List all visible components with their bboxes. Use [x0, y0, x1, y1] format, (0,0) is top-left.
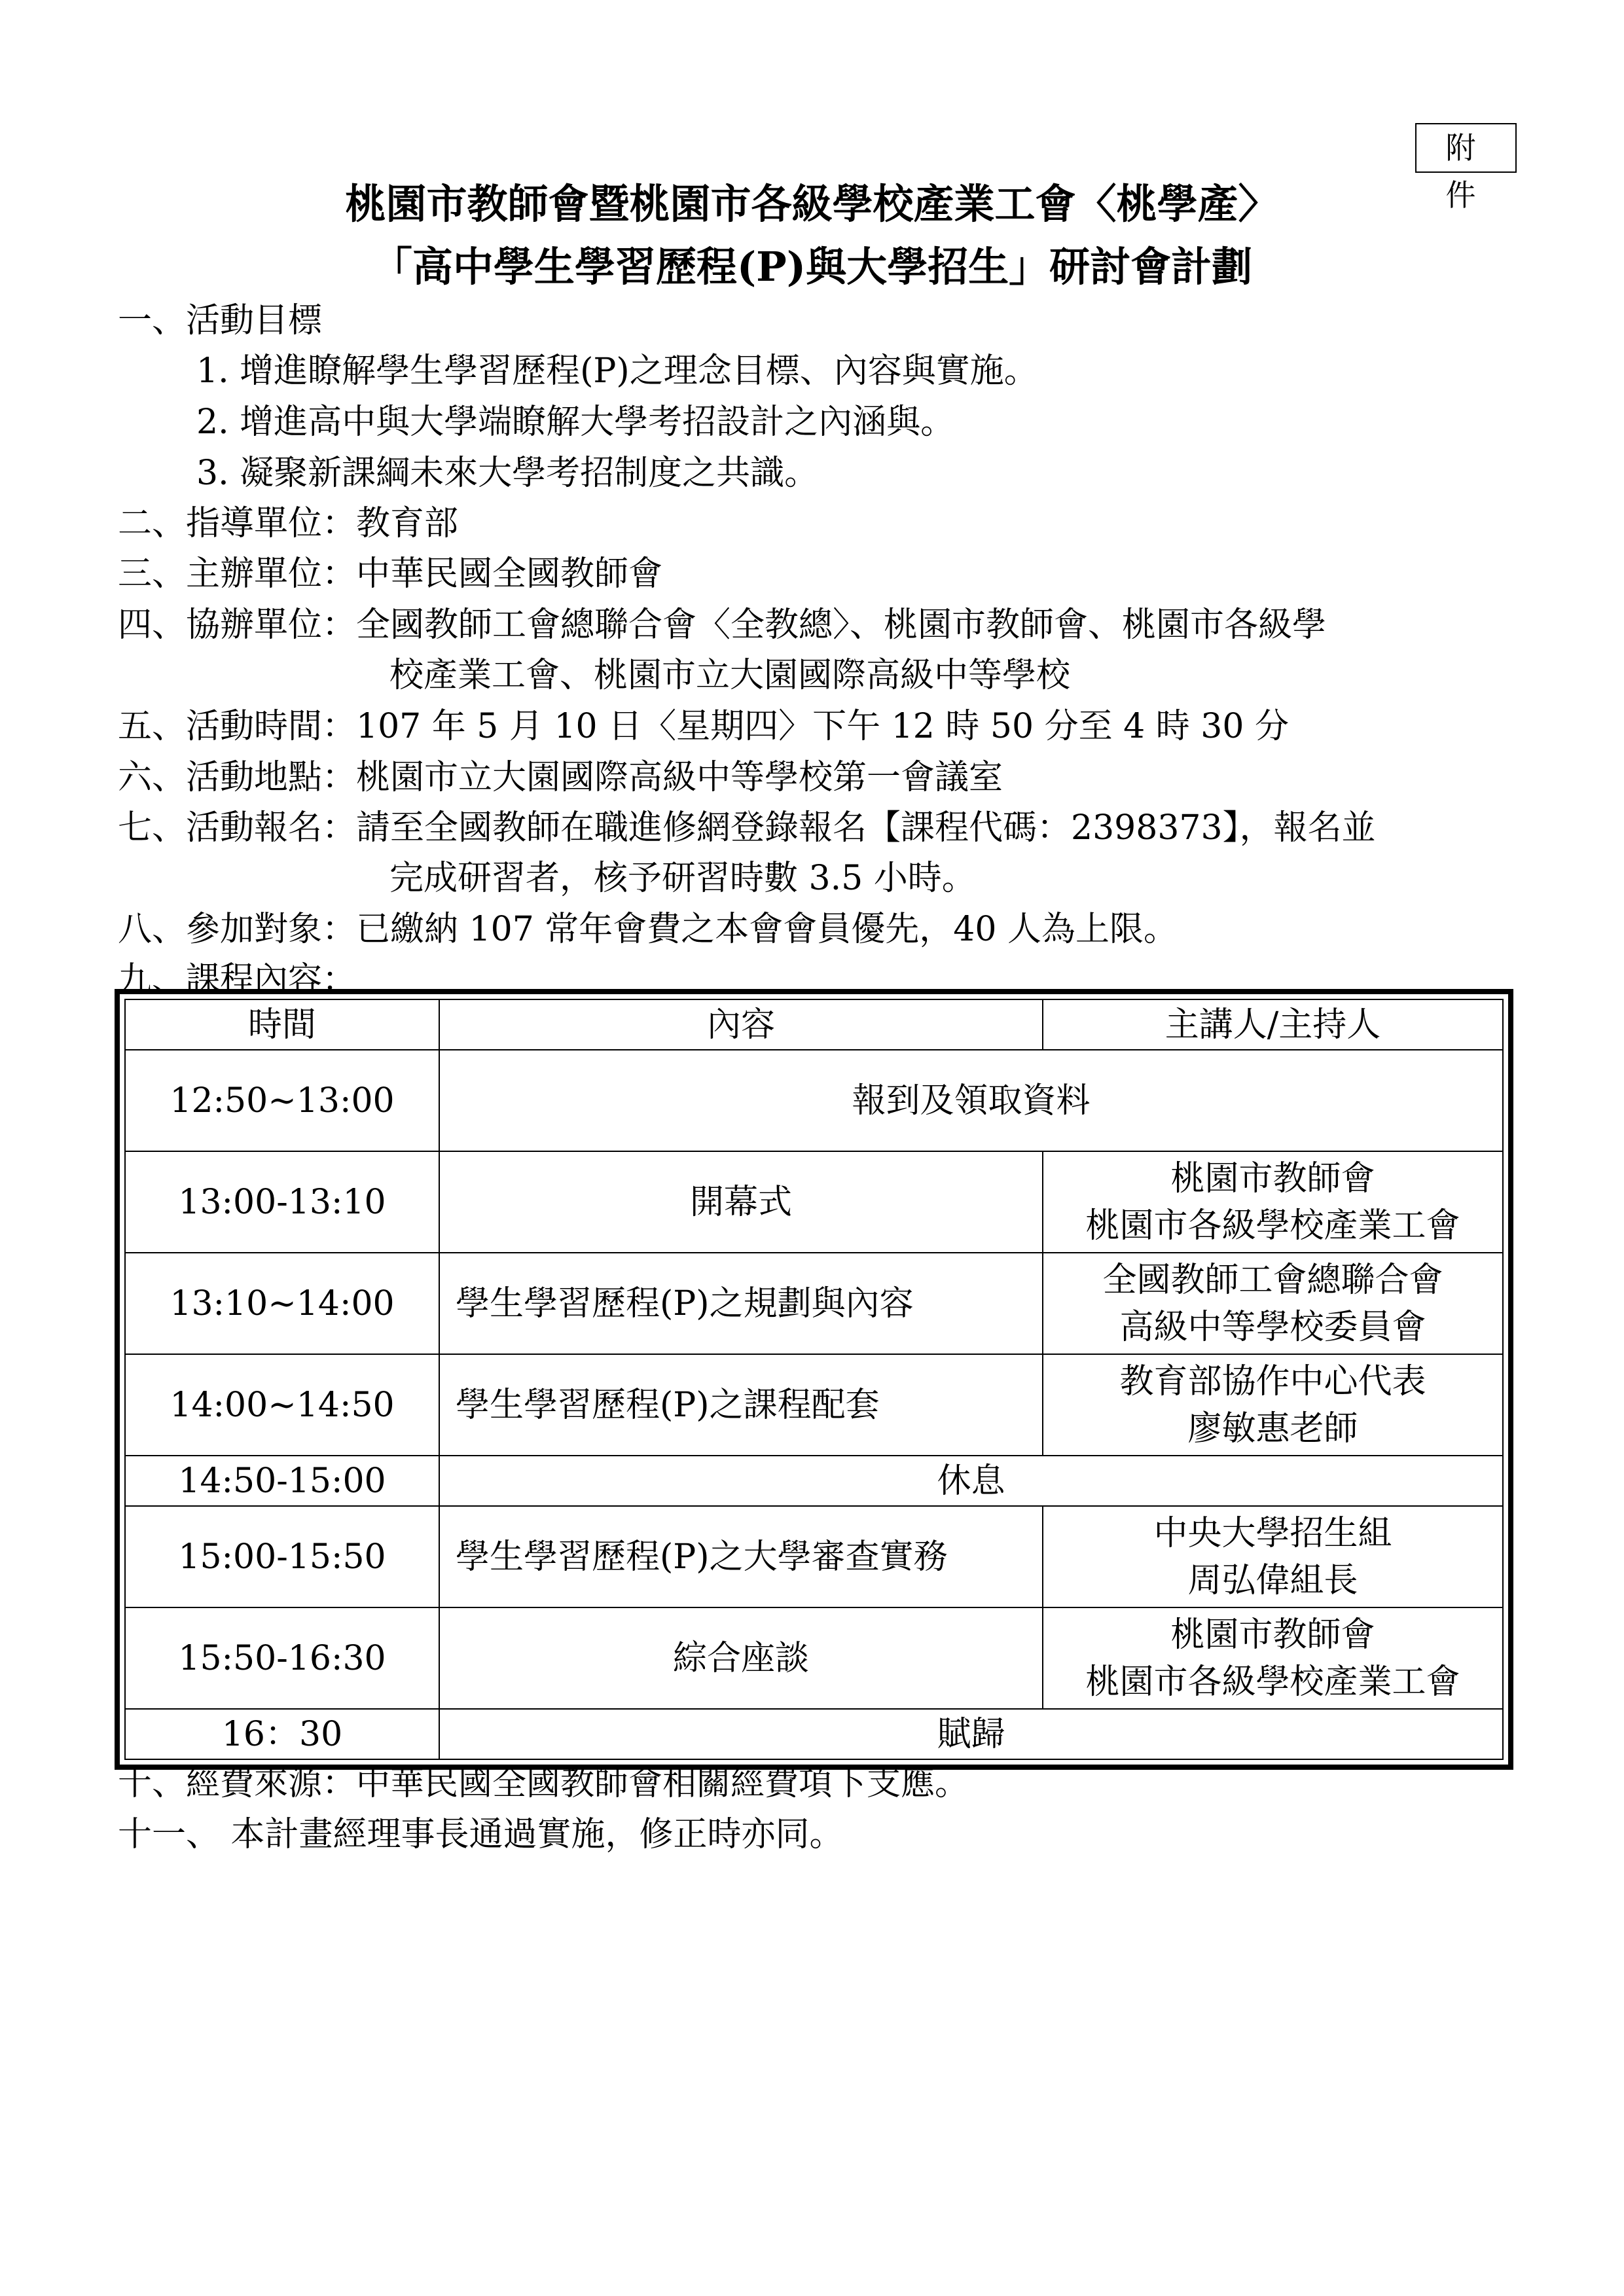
speaker-line-1: 教育部協作中心代表: [1119, 1361, 1426, 1401]
row-content: 開幕式: [439, 1151, 1043, 1253]
table-header-row: [125, 999, 1503, 1050]
section-10: 十、經費來源：中華民國全國教師會相關經費項下支應。: [118, 1764, 969, 1803]
table-row: [125, 1050, 1503, 1151]
schedule-table: [124, 999, 1504, 1760]
table-row: [125, 1506, 1503, 1607]
table-row: [125, 1456, 1503, 1506]
row-speaker: [1043, 1151, 1503, 1253]
speaker-line-2: 桃園市各級學校產業工會: [1085, 1662, 1460, 1702]
header-time: 時間: [125, 999, 439, 1050]
row-content: 學生學習歷程(P)之大學審查實務: [439, 1506, 1043, 1607]
speaker-line-1: 桃園市教師會: [1170, 1158, 1375, 1198]
table-row: [125, 1607, 1503, 1709]
speaker-line-1: 中央大學招生組: [1153, 1513, 1392, 1553]
row-time: 15:50-16:30: [125, 1607, 439, 1709]
section-7-line2: 完成研習者，核予研習時數 3.5 小時。: [389, 859, 976, 898]
row-content: 學生學習歷程(P)之課程配套: [439, 1354, 1043, 1456]
speaker-line-2: 周弘偉組長: [1187, 1560, 1358, 1600]
row-time: 12:50~13:00: [125, 1050, 439, 1151]
row-time: 13:00-13:10: [125, 1151, 439, 1253]
table-row: [125, 1354, 1503, 1456]
section-4-line2: 校產業工會、桃園市立大園國際高級中等學校: [389, 656, 1071, 695]
header-speaker: 主講人/主持人: [1043, 999, 1503, 1050]
section-9: 九、課程內容：: [118, 960, 357, 999]
row-time: 14:50-15:00: [125, 1456, 439, 1506]
document-title-line1: 桃園市教師會暨桃園市各級學校產業工會〈桃學產〉: [345, 180, 1279, 228]
section-6: 六、活動地點：桃園市立大園國際高級中等學校第一會議室: [118, 758, 1003, 797]
section-5: 五、活動時間：107 年 5 月 10 日〈星期四〉下午 12 時 50 分至 4 時 30 分: [118, 707, 1289, 746]
speaker-line-2: 廖敏惠老師: [1187, 1408, 1358, 1448]
section-1-item-3: 3. 凝聚新課綱未來大學考招制度之共識。: [196, 454, 819, 493]
section-8: 八、參加對象：已繳納 107 常年會費之本會會員優先，40 人為上限。: [118, 910, 1178, 949]
row-speaker: [1043, 1253, 1503, 1354]
speaker-line-2: 桃園市各級學校產業工會: [1085, 1206, 1460, 1246]
row-time: 14:00~14:50: [125, 1354, 439, 1456]
row-speaker: [1043, 1506, 1503, 1607]
document-title-line2: 「高中學生學習歷程(P)與大學招生」研討會計劃: [371, 243, 1253, 291]
row-content: 學生學習歷程(P)之規劃與內容: [439, 1253, 1043, 1354]
row-speaker: [1043, 1354, 1503, 1456]
row-content: 綜合座談: [439, 1607, 1043, 1709]
speaker-line-2: 高級中等學校委員會: [1119, 1307, 1426, 1347]
row-time: 16：30: [125, 1709, 439, 1759]
row-speaker: [1043, 1607, 1503, 1709]
row-content: 報到及領取資料: [439, 1050, 1503, 1151]
speaker-line-1: 全國教師工會總聯合會: [1102, 1260, 1443, 1300]
section-1-heading: 一、活動目標: [118, 301, 323, 340]
table-row: [125, 1709, 1503, 1759]
section-1-item-2: 2. 增進高中與大學端瞭解大學考招設計之內涵與。: [196, 403, 955, 442]
row-content: 休息: [439, 1456, 1503, 1506]
row-time: 13:10~14:00: [125, 1253, 439, 1354]
table-row: [125, 1253, 1503, 1354]
section-2: 二、指導單位：教育部: [118, 504, 459, 543]
header-content: 內容: [439, 999, 1043, 1050]
section-7-line1: 七、活動報名：請至全國教師在職進修網登錄報名【課程代碼：2398373】，報名並: [118, 808, 1376, 848]
table-row: [125, 1151, 1503, 1253]
section-1-item-1: 1. 增進瞭解學生學習歷程(P)之理念目標、內容與實施。: [196, 351, 1038, 391]
row-content: 賦歸: [439, 1709, 1503, 1759]
row-time: 15:00-15:50: [125, 1506, 439, 1607]
section-3: 三、主辦單位：中華民國全國教師會: [118, 554, 663, 594]
speaker-line-1: 桃園市教師會: [1170, 1615, 1375, 1655]
section-11: 十一、 本計畫經理事長通過實施，修正時亦同。: [118, 1815, 844, 1854]
attachment-label: 附 件: [1415, 123, 1517, 173]
section-4-line1: 四、協辦單位：全國教師工會總聯合會〈全教總〉、桃園市教師會、桃園市各級學: [118, 605, 1327, 645]
